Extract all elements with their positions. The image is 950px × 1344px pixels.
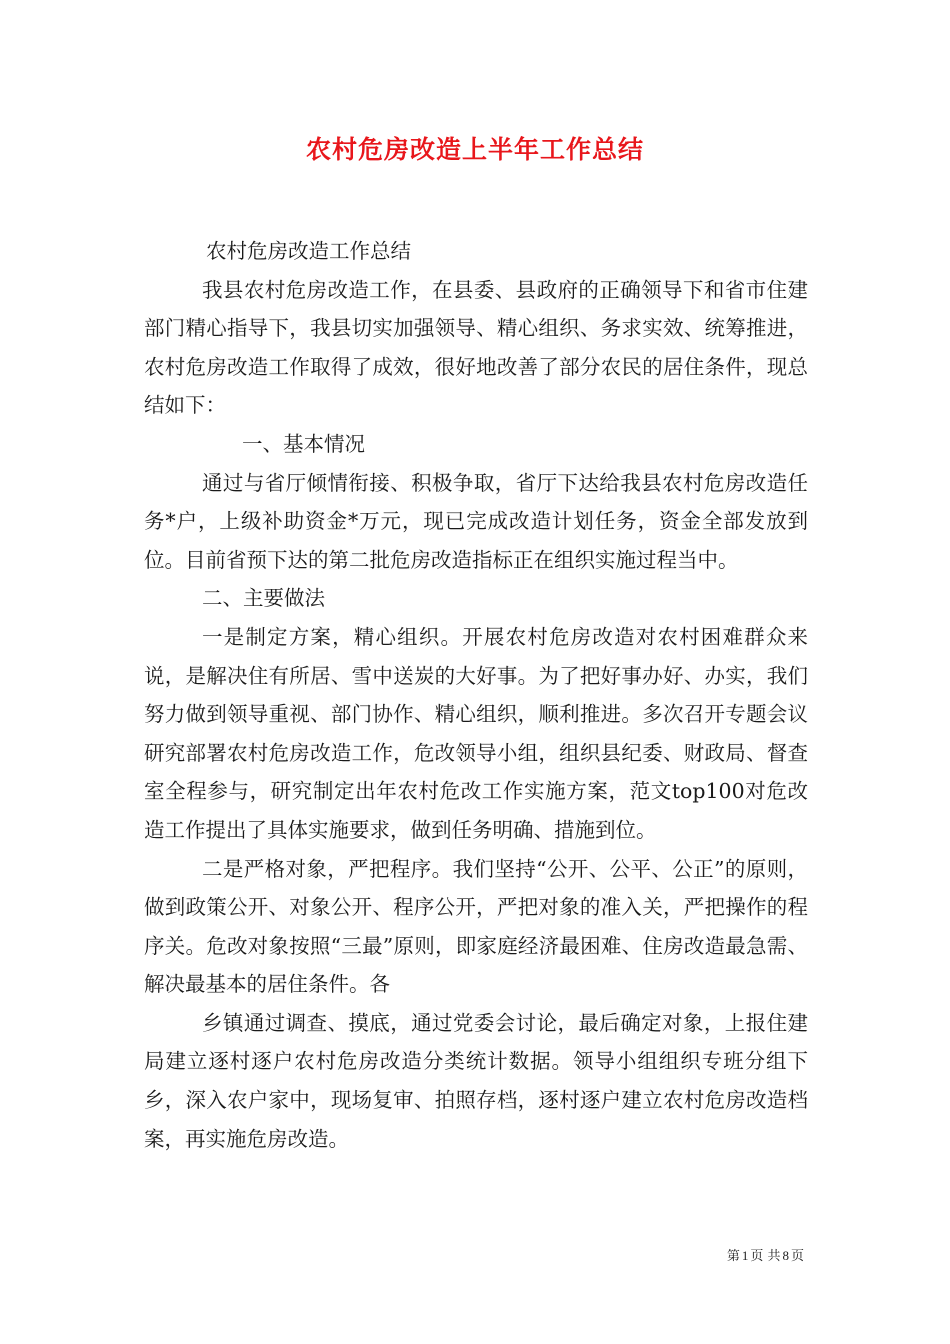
document-subtitle: 农村危房改造工作总结 bbox=[206, 239, 411, 263]
paragraph-method-two: 二是严格对象，严把程序。我们坚持“公开、公平、公正”的原则，做到政策公开、对象公开、程序公开，严把对象的准入关，严把操作的程序关。危改对象按照“三最”原则，即家庭经济最困难、住房改造最急需、解决最基本的居住条件。各 bbox=[144, 856, 808, 997]
footer-suffix: 页 bbox=[790, 1249, 804, 1264]
paragraph-method-one: 一是制定方案，精心组织。开展农村危房改造对农村困难群众来说，是解决住有所居、雪中送炭的大好事。为了把好事办好、办实，我们努力做到领导重视、部门协作、精心组织，顺利推进。多次召开专题会议研究部署农村危房改造工作，危改领导小组，组织县纪委、财政局、督查室全程参与，研究制定出年农村危改工作实施方案，范文top100对危改造工作提出了具体实施要求，做到任务明确、措施到位。 bbox=[144, 624, 808, 842]
footer-middle: 页 共 bbox=[750, 1249, 781, 1264]
document-title: 农村危房改造上半年工作总结 bbox=[305, 135, 644, 164]
section-heading-methods: 二、主要做法 bbox=[202, 586, 325, 611]
page-footer bbox=[727, 1246, 804, 1267]
paragraph-basic-situation: 通过与省厅倾情衔接、积极争取，省厅下达给我县农村危房改造任务*户，上级补助资金*万元，现已完成改造计划任务，资金全部发放到位。目前省预下达的第二批危房改造指标正在组织实施过程当中。 bbox=[144, 470, 808, 572]
footer-total-pages: 8 bbox=[782, 1248, 789, 1263]
footer-prefix: 第 bbox=[726, 1249, 740, 1264]
footer-current-page: 1 bbox=[741, 1248, 749, 1263]
document-body bbox=[144, 232, 808, 1158]
paragraph-intro: 我县农村危房改造工作，在县委、县政府的正确领导下和省市住建部门精心指导下，我县切实加强领导、精心组织、务求实效、统筹推进，农村危房改造工作取得了成效，很好地改善了部分农民的居住条件，现总结如下： bbox=[144, 277, 808, 418]
paragraph-method-two-cont: 乡镇通过调查、摸底，通过党委会讨论，最后确定对象，上报住建局建立逐村逐户农村危房改造分类统计数据。领导小组组织专班分组下乡，深入农户家中，现场复审、拍照存档，逐村逐户建立农村危房改造档案，再实施危房改造。 bbox=[144, 1010, 808, 1151]
section-heading-basic: 一、基本情况 bbox=[242, 431, 365, 456]
